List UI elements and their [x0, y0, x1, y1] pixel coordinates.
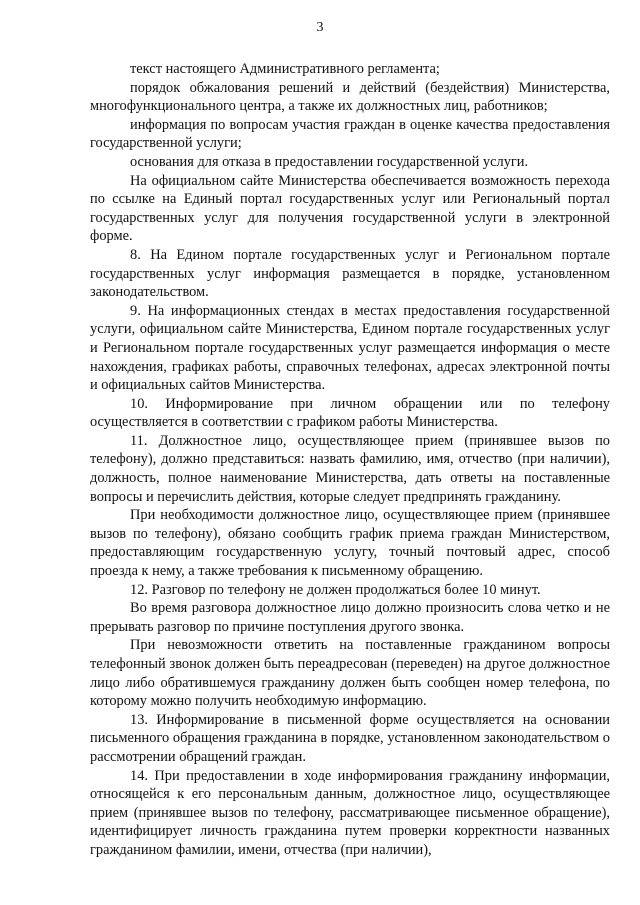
paragraph: При необходимости должностное лицо, осуществляющее прием (принявшее вызов по телефону), обязано сообщить график приема граждан Министерством, предоставляющим государственную услугу, точный почтовый адрес, способ проезда к нему, а также требования к письменному обращению.	[90, 507, 610, 580]
document-body	[90, 60, 610, 860]
paragraph: 9. На информационных стендах в местах предоставления государственной услуги, официальном сайте Министерства, Едином портале государственных услуг и Региональном портале государственных услуг размещается информация о месте нахождения, графиках работы, справочных телефонах, адресах электронной почты и официальных сайтов Министерства.	[90, 302, 610, 394]
paragraph: 11. Должностное лицо, осуществляющее прием (принявшее вызов по телефону), должно представиться: назвать фамилию, имя, отчество (при наличии), должность, полное наименование Министерства, дать ответы на поставленные вопросы и перечислить действия, которые следует предпринять гражданину.	[90, 432, 610, 505]
paragraph: Во время разговора должностное лицо должно произносить слова четко и не прерывать разговор по причине поступления другого звонка.	[90, 600, 610, 635]
paragraph: 10. Информирование при личном обращении или по телефону осуществляется в соответствии с графиком работы Министерства.	[90, 395, 610, 431]
paragraph: основания для отказа в предоставлении государственной услуги.	[130, 153, 529, 170]
paragraph: текст настоящего Административного регламента;	[130, 61, 440, 77]
paragraph: 13. Информирование в письменной форме осуществляется на основании письменного обращения гражданина в порядке, установленном законодательством о рассмотрении обращений граждан.	[90, 711, 610, 765]
paragraph: На официальном сайте Министерства обеспечивается возможность перехода по ссылке на Единый портал государственных услуг или Региональный портал государственных услуг для получения государственной услуги в электронной форме.	[90, 172, 610, 245]
paragraph: 14. При предоставлении в ходе информирования гражданину информации, относящейся к его персональным данным, должностное лицо, осуществляющее прием (принявшее вызов по телефону, рассматривающее письменное обращение), идентифицирует личность гражданина путем проверки корректности названных гражданином фамилии, имени, отчества (при наличии),	[90, 767, 610, 858]
paragraph: При невозможности ответить на поставленные гражданином вопросы телефонный звонок должен быть переадресован (переведен) на другое должностное лицо либо обратившемуся гражданину должен быть сообщен номер телефона, по которому можно получить необходимую информацию.	[90, 637, 610, 710]
paragraph: 12. Разговор по телефону не должен продолжаться более 10 минут.	[130, 581, 541, 598]
paragraph: порядок обжалования решений и действий (бездействия) Министерства, многофункционального центра, а также их должностных лиц, работников;	[90, 79, 610, 115]
paragraph: информация по вопросам участия граждан в оценке качества предоставления государственной услуги;	[90, 116, 610, 152]
page-number: 3	[316, 20, 324, 35]
paragraph: 8. На Едином портале государственных услуг и Региональном портале государственных услуг информация размещается в порядке, установленном законодательством.	[90, 246, 610, 301]
